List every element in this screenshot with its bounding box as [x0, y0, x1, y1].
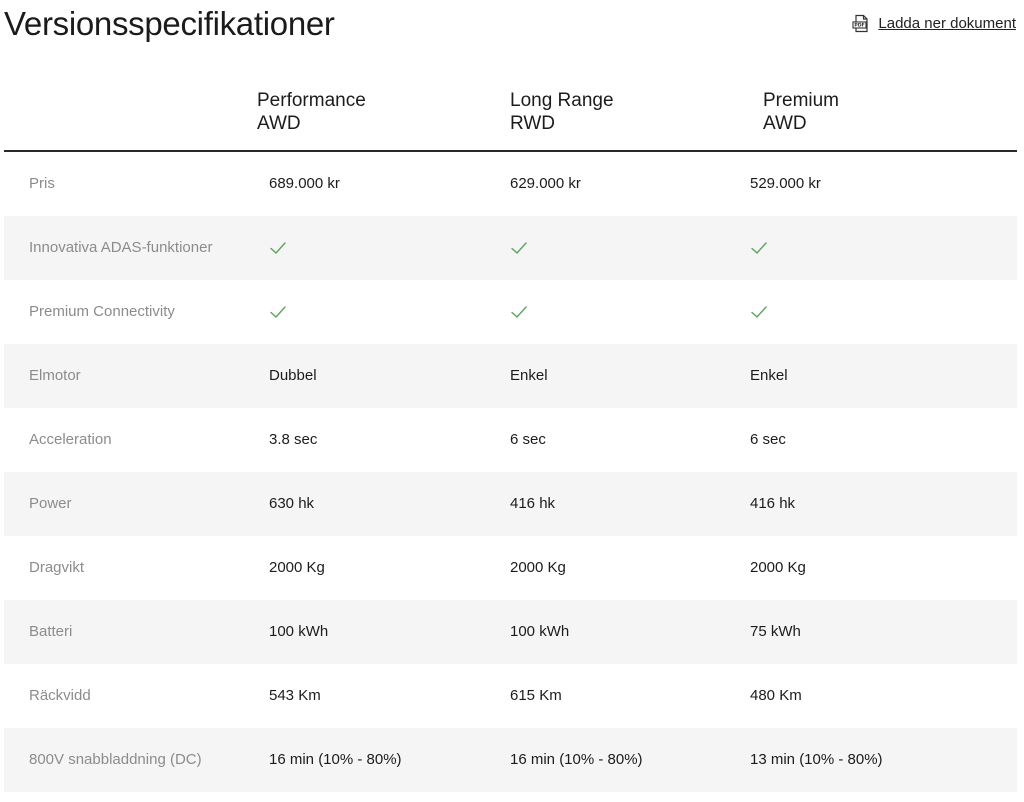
svg-text:PDF: PDF	[854, 23, 866, 29]
variant-name: Performance	[257, 90, 366, 111]
spec-table	[4, 86, 1017, 792]
variant-header-premium-awd[interactable]	[763, 89, 839, 135]
table-cell: 630 hk	[269, 495, 315, 512]
table-row	[4, 344, 1017, 408]
table-row	[4, 664, 1017, 728]
table-cell: 2000 Kg	[269, 559, 325, 576]
variant-drive: AWD	[763, 113, 807, 134]
table-cell: 75 kWh	[750, 623, 801, 640]
table-body	[4, 152, 1017, 792]
download-document-link[interactable]	[852, 14, 1016, 33]
table-cell: 16 min (10% - 80%)	[510, 751, 643, 768]
check-icon	[269, 239, 287, 257]
table-cell: 416 hk	[510, 495, 556, 512]
table-cell: 6 sec	[750, 431, 786, 448]
row-label: Premium Connectivity	[29, 303, 175, 320]
table-cell: 16 min (10% - 80%)	[269, 751, 402, 768]
row-label: Elmotor	[29, 367, 81, 384]
row-label: Dragvikt	[29, 559, 85, 576]
table-cell: 2000 Kg	[510, 559, 566, 576]
table-cell: 3.8 sec	[269, 431, 318, 448]
variant-header-long-range-rwd[interactable]	[510, 89, 614, 135]
table-cell: 629.000 kr	[510, 175, 581, 192]
table-cell: 100 kWh	[269, 623, 329, 640]
table-cell: 6 sec	[510, 431, 546, 448]
table-cell: 2000 Kg	[750, 559, 806, 576]
table-row	[4, 408, 1017, 472]
download-link-label: Ladda ner dokument	[878, 15, 1016, 32]
row-label: Batteri	[29, 623, 73, 640]
row-label: 800V snabbladdning (DC)	[29, 751, 202, 768]
table-cell: Enkel	[510, 367, 548, 384]
row-label: Innovativa ADAS-funktioner	[29, 239, 213, 256]
table-cell: 543 Km	[269, 687, 321, 704]
table-row	[4, 472, 1017, 536]
table-cell: 615 Km	[510, 687, 562, 704]
check-icon	[750, 239, 768, 257]
table-row	[4, 536, 1017, 600]
table-row	[4, 152, 1017, 216]
check-icon	[750, 303, 768, 321]
table-cell: 480 Km	[750, 687, 802, 704]
variant-drive: AWD	[257, 113, 301, 134]
table-cell: Dubbel	[269, 367, 317, 384]
check-icon	[510, 303, 528, 321]
table-header-row	[4, 86, 1017, 152]
variant-name: Long Range	[510, 90, 614, 111]
table-cell: 529.000 kr	[750, 175, 821, 192]
table-cell: 416 hk	[750, 495, 796, 512]
page-title: Versionsspecifikationer	[4, 5, 335, 42]
row-label: Power	[29, 495, 72, 512]
variant-header-performance-awd[interactable]	[257, 89, 366, 135]
row-label: Acceleration	[29, 431, 112, 448]
table-cell: Enkel	[750, 367, 788, 384]
variant-drive: RWD	[510, 113, 556, 134]
pdf-file-icon	[852, 14, 871, 33]
table-row	[4, 216, 1017, 280]
variant-name: Premium	[763, 90, 840, 111]
table-row	[4, 600, 1017, 664]
row-label: Pris	[29, 175, 55, 192]
check-icon	[510, 239, 528, 257]
check-icon	[269, 303, 287, 321]
row-label: Räckvidd	[29, 687, 91, 704]
table-cell: 13 min (10% - 80%)	[750, 751, 883, 768]
table-cell: 100 kWh	[510, 623, 570, 640]
table-row	[4, 728, 1017, 792]
table-cell: 689.000 kr	[269, 175, 340, 192]
table-row	[4, 280, 1017, 344]
